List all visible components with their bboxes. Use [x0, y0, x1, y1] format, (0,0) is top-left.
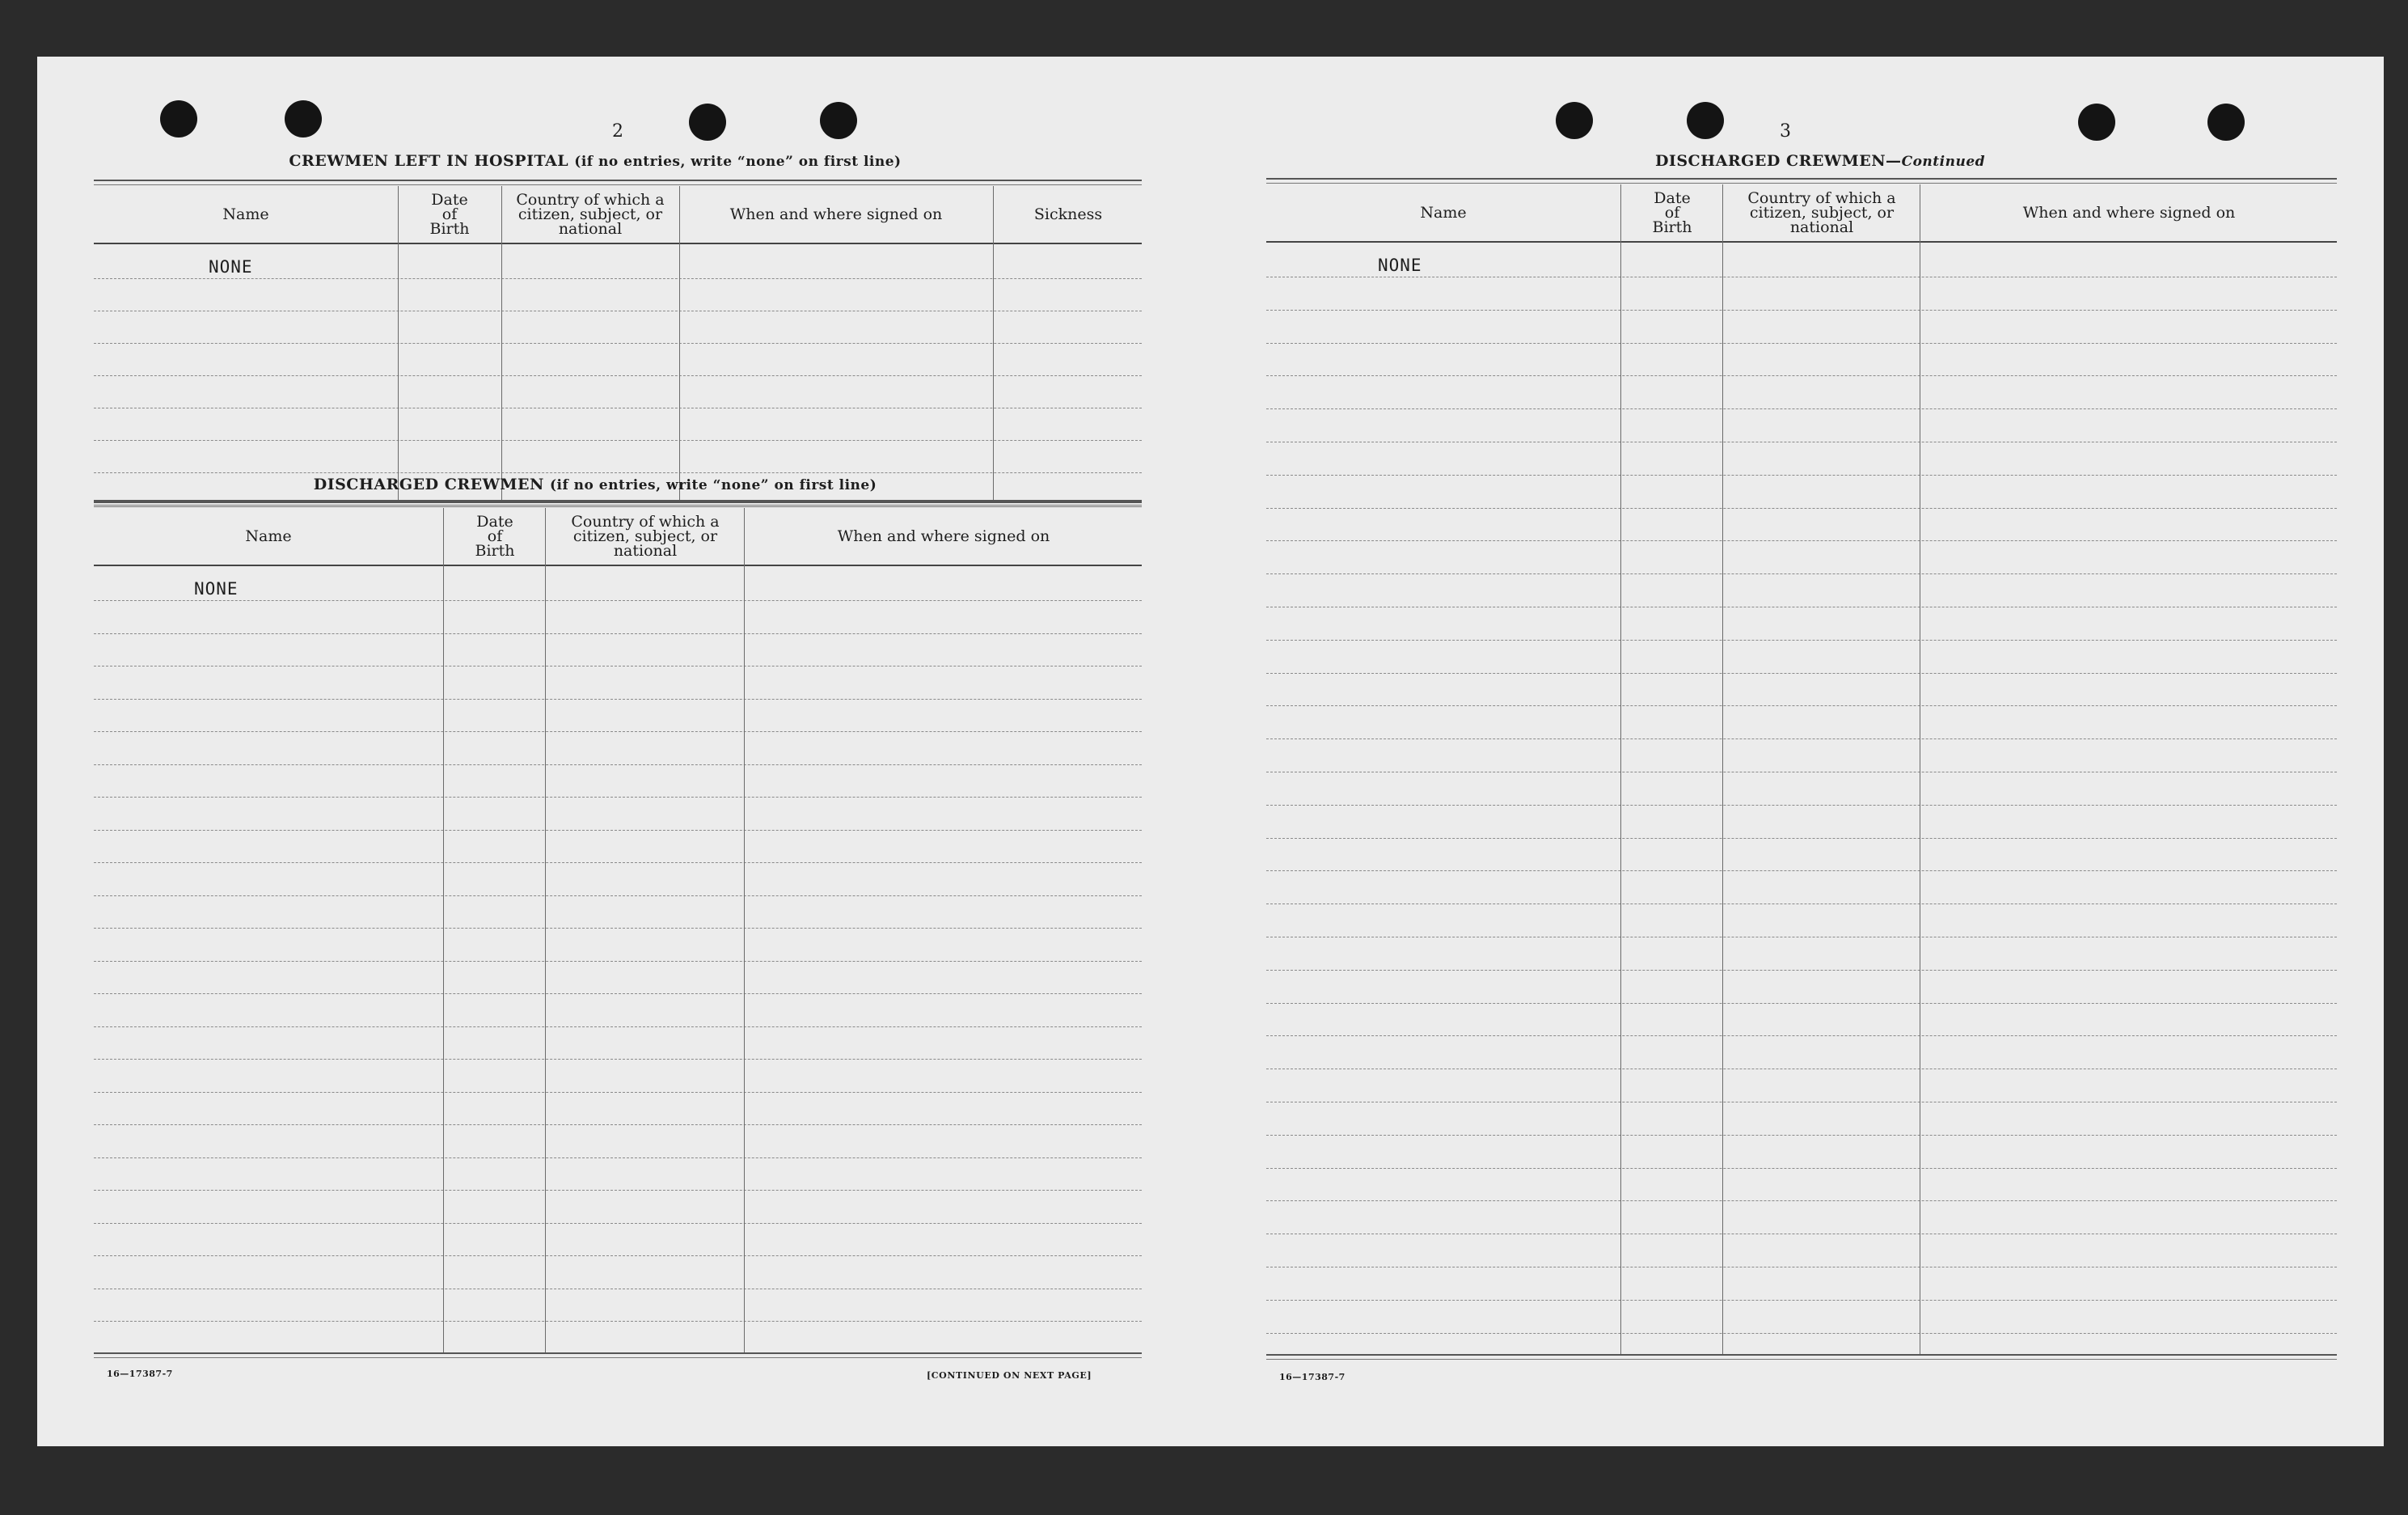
column-divider	[744, 508, 745, 1352]
discharged-section-title	[94, 476, 1096, 493]
table-row	[1266, 738, 2337, 739]
col-header-country: Country of which a citizen, subject, or national	[1747, 189, 1896, 236]
col-header-signed-on: When and where signed on	[729, 205, 943, 223]
discharged-table	[94, 501, 1142, 1362]
table-row	[94, 600, 1142, 601]
table-row	[1266, 1333, 2337, 1334]
hospital-section-title	[94, 152, 1096, 170]
table-row	[94, 764, 1142, 765]
hospital-title-text: CREWMEN LEFT IN HOSPITAL	[289, 152, 569, 170]
table-row	[94, 1092, 1142, 1093]
table-bottom-rule	[1266, 1354, 2337, 1356]
table-row	[94, 440, 1142, 441]
column-divider	[1722, 184, 1723, 1354]
table-top-rule	[94, 184, 1142, 185]
table-row	[94, 633, 1142, 634]
table-row	[1266, 673, 2337, 674]
col-header-country: Country of which a citizen, subject, or national	[516, 191, 665, 238]
table-row	[1266, 475, 2337, 476]
table-top-rule	[1266, 178, 2337, 180]
punch-hole	[820, 102, 857, 139]
table-row	[94, 993, 1142, 994]
table-row	[94, 699, 1142, 700]
col-header-date-of-birth: Date of Birth	[475, 513, 515, 560]
punch-hole	[1687, 102, 1724, 139]
table-row	[94, 1223, 1142, 1224]
header-rule	[1266, 241, 2337, 243]
table-row	[94, 375, 1142, 376]
table-row	[94, 343, 1142, 344]
table-row	[1266, 805, 2337, 806]
table-row	[1266, 540, 2337, 541]
punch-hole	[2078, 104, 2115, 141]
table-row	[1266, 640, 2337, 641]
col-header-sickness: Sickness	[1033, 205, 1103, 223]
table-row	[1266, 705, 2337, 706]
column-divider	[398, 186, 399, 500]
column-divider	[545, 508, 546, 1352]
table-bottom-rule	[94, 1357, 1142, 1358]
col-header-signed-on: When and where signed on	[2022, 204, 2236, 222]
table-row	[94, 961, 1142, 962]
table-row	[1266, 1300, 2337, 1301]
table-row	[1266, 1135, 2337, 1136]
table-bottom-rule	[94, 1352, 1142, 1354]
table-row	[94, 797, 1142, 798]
table-row	[94, 928, 1142, 929]
table-row	[1266, 375, 2337, 376]
continued-title-text: DISCHARGED CREWMEN—	[1654, 152, 1902, 170]
continued-first-entry: NONE	[1378, 256, 1422, 275]
header-rule	[94, 565, 1142, 566]
discharged-continued-title	[1266, 152, 2374, 170]
table-row	[94, 731, 1142, 732]
hospital-table	[94, 180, 1142, 510]
col-header-name: Name	[1420, 204, 1467, 222]
table-bottom-rule	[1266, 1359, 2337, 1360]
table-row	[1266, 1168, 2337, 1169]
table-row	[1266, 870, 2337, 871]
table-top-rule	[1266, 183, 2337, 184]
table-row	[1266, 1035, 2337, 1036]
discharged-title-text: DISCHARGED CREWMEN	[313, 476, 544, 493]
column-divider	[501, 186, 502, 500]
table-row	[94, 1255, 1142, 1256]
table-row	[1266, 970, 2337, 971]
discharged-continued-table	[1266, 178, 2337, 1364]
table-row	[94, 1321, 1142, 1322]
column-divider	[1620, 184, 1621, 1354]
table-row	[94, 1157, 1142, 1158]
hospital-title-note: (if no entries, write “none” on first line)	[574, 154, 902, 170]
col-header-date-of-birth: Date of Birth	[1652, 189, 1692, 236]
table-row	[1266, 838, 2337, 839]
table-row	[1266, 343, 2337, 344]
discharged-title-note: (if no entries, write “none” on first line)	[549, 477, 877, 493]
punch-hole	[2207, 104, 2245, 141]
table-row	[94, 1026, 1142, 1027]
form-number-right: 16—17387-7	[1279, 1372, 1346, 1382]
table-row	[1266, 1003, 2337, 1004]
header-rule	[94, 243, 1142, 244]
table-row	[94, 1059, 1142, 1060]
table-row	[94, 278, 1142, 279]
col-header-name: Name	[245, 527, 292, 545]
continued-title-suffix: Continued	[1901, 154, 1986, 170]
column-divider	[993, 186, 994, 500]
table-top-rule	[94, 501, 1142, 503]
column-divider	[679, 186, 680, 500]
table-top-rule	[94, 180, 1142, 181]
table-row	[94, 830, 1142, 831]
form-sheet	[37, 57, 2384, 1446]
col-header-name: Name	[222, 205, 269, 223]
punch-hole	[1556, 102, 1593, 139]
page-number-right: 3	[1780, 121, 1791, 142]
table-row	[94, 862, 1142, 863]
table-row	[1266, 408, 2337, 409]
table-row	[1266, 310, 2337, 311]
punch-hole	[285, 100, 322, 138]
col-header-country: Country of which a citizen, subject, or national	[571, 513, 720, 560]
hospital-first-entry: NONE	[209, 257, 253, 277]
table-top-rule	[94, 506, 1142, 507]
table-row	[1266, 903, 2337, 904]
table-row	[94, 1124, 1142, 1125]
continued-note: [CONTINUED ON NEXT PAGE]	[927, 1370, 1092, 1381]
table-row	[94, 895, 1142, 896]
punch-hole	[160, 100, 197, 138]
column-divider	[443, 508, 444, 1352]
discharged-first-entry: NONE	[194, 579, 239, 599]
page-number-left: 2	[612, 121, 623, 142]
col-header-date-of-birth: Date of Birth	[429, 191, 470, 238]
form-number-left: 16—17387-7	[107, 1369, 173, 1379]
table-row	[94, 666, 1142, 667]
table-row	[94, 1190, 1142, 1191]
table-row	[1266, 573, 2337, 574]
table-row	[1266, 508, 2337, 509]
punch-hole	[689, 104, 726, 141]
table-row	[94, 472, 1142, 473]
col-header-signed-on: When and where signed on	[837, 527, 1050, 545]
table-row	[1266, 1200, 2337, 1201]
